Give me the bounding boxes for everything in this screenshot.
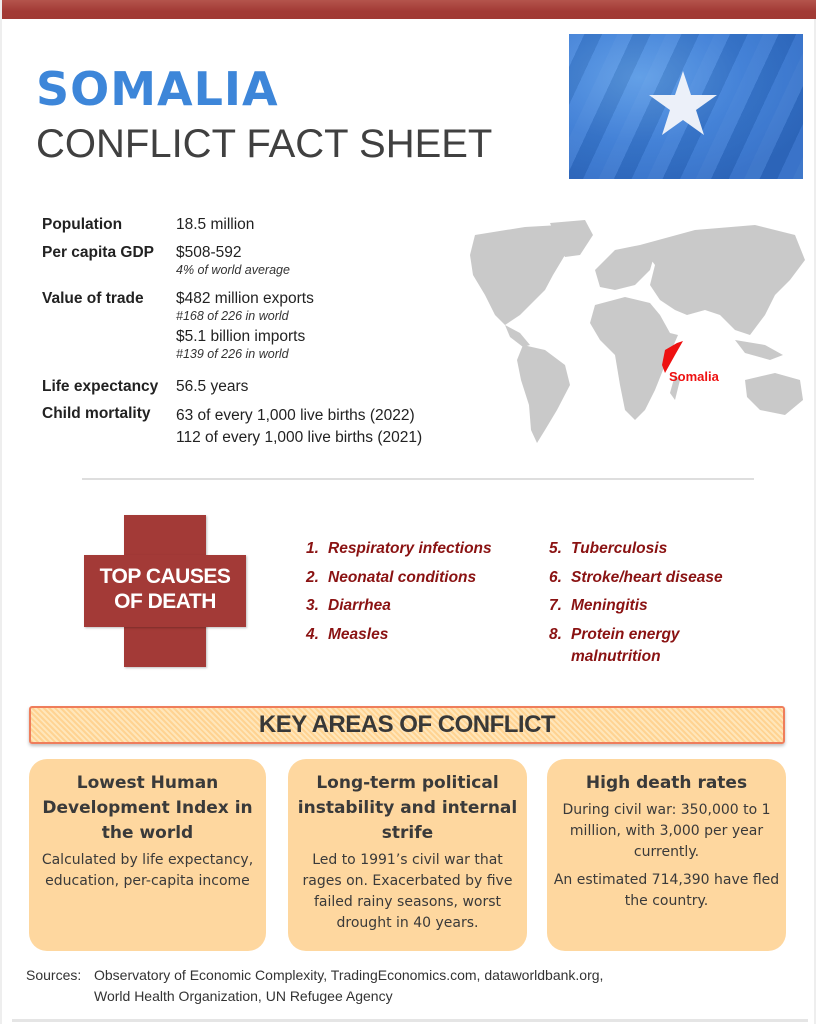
fact-gdp (42, 244, 422, 290)
sources (26, 965, 603, 1007)
cause-item: 2. Neonatal conditions (306, 568, 477, 586)
fact-note: #139 of 226 in world (176, 347, 289, 361)
country-title: SOMALIA (36, 62, 279, 116)
somalia-flag-icon (569, 34, 803, 179)
cause-item: 4. Measles (306, 625, 389, 643)
card-body: Led to 1991’s civil war that rages on. Exacerbated by five failed rainy seasons, worst drought in 40 years. (302, 852, 513, 931)
fact-value: 18.5 million (176, 216, 255, 233)
conflict-card-instability (288, 759, 527, 951)
fact-life-expectancy (42, 378, 422, 405)
key-areas-banner (29, 706, 785, 744)
causes-list-left (306, 538, 528, 652)
fact-value: $482 million exports (176, 290, 314, 307)
facts-table (42, 216, 422, 449)
fact-label: Child mortality (42, 405, 151, 422)
sources-line: World Health Organization, UN Refugee Agency (94, 988, 393, 1004)
card-title: Lowest Human Development Index in the world (42, 773, 253, 843)
fact-label: Life expectancy (42, 378, 159, 395)
fact-child-mortality (42, 405, 422, 449)
fact-value: $508-592 (176, 244, 242, 261)
card-body: During civil war: 350,000 to 1 million, with 3,000 per year currently. An estimated 714,390 have fled the country. (553, 802, 780, 909)
cause-item: 8. Protein energy malnutrition (549, 625, 680, 665)
fact-label: Per capita GDP (42, 244, 154, 261)
star-icon (648, 69, 718, 137)
page-subtitle: CONFLICT FACT SHEET (36, 122, 493, 166)
fact-value: 112 of every 1,000 live births (2021) (176, 429, 423, 446)
fact-value: $5.1 billion imports (176, 328, 306, 345)
causes-title: TOP CAUSES OF DEATH (99, 565, 231, 613)
conflict-card-hdi (29, 759, 266, 951)
sources-line: Observatory of Economic Complexity, TradingEconomics.com, dataworldbank.org, (94, 967, 604, 983)
cause-item: 7. Meningitis (549, 597, 648, 614)
fact-note: 4% of world average (176, 263, 290, 277)
fact-population (42, 216, 422, 244)
section-divider (82, 478, 754, 480)
fact-label: Population (42, 216, 123, 233)
sources-label: Sources: (26, 967, 82, 983)
fact-label: Value of trade (42, 290, 144, 307)
causes-list-right (549, 538, 771, 674)
fact-value: 56.5 years (176, 378, 249, 395)
card-body: Calculated by life expectancy, education, per-capita income (41, 852, 254, 889)
conflict-card-death-rates (547, 759, 786, 951)
fact-trade (42, 290, 422, 378)
banner-title: KEY AREAS OF CONFLICT (258, 711, 556, 738)
fact-note: #168 of 226 in world (176, 309, 289, 323)
cause-item: 1. Respiratory infections (306, 540, 492, 557)
cause-item: 5. Tuberculosis (549, 540, 668, 557)
cause-item: 6. Stroke/heart disease (549, 568, 723, 586)
map-label-somalia: Somalia (669, 369, 719, 384)
cause-item: 3. Diarrhea (306, 597, 391, 614)
world-map-icon (465, 215, 810, 450)
bottom-border (12, 1019, 808, 1022)
card-title: Long-term political instability and internal strife (297, 773, 518, 843)
top-accent-bar (2, 0, 816, 19)
card-title: High death rates (585, 773, 748, 793)
fact-value: 63 of every 1,000 live births (2022) (176, 407, 415, 424)
